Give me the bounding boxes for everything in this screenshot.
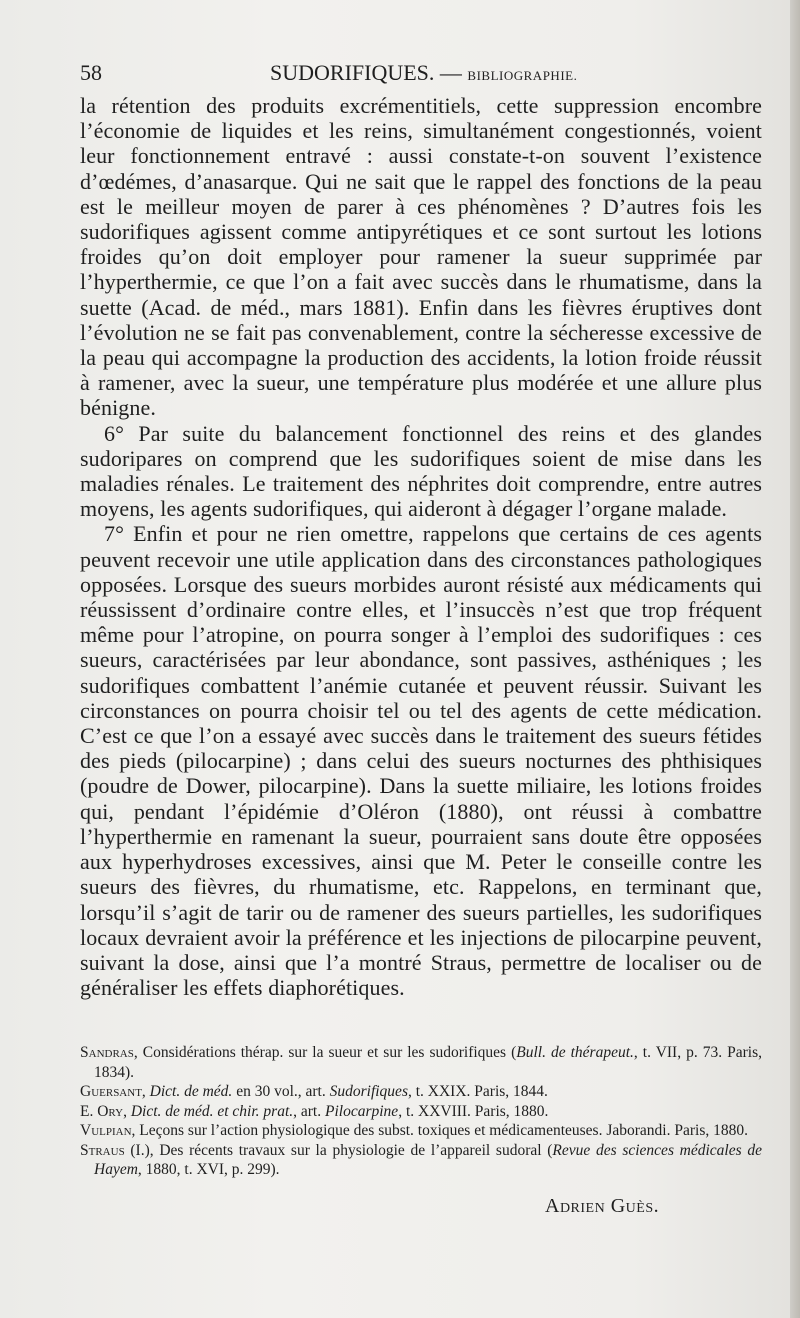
page-header	[80, 60, 762, 92]
running-head-dash: —	[439, 60, 462, 85]
paragraph-continuation: la rétention des produits excrémentitiels, cette suppression encombre l’économie de liquides et les reins, simultanément congestionnés, voient leur fonctionnement entravé : aussi constate-t-on souvent l’existence d’œdémes, d’anasarque. Qui ne sait que le rappel des fonctions de la peau est le meilleur moyen de parer à ces phénomènes ? D’autres fois les sudorifiques agissent comme antipyrétiques et ce sont surtout les lotions froides qu’on doit employer pour ramener la sueur supprimée par l’hyperthermie, ce que l’on a fait avec succès dans le rhumatisme, dans la suette (Acad. de méd., mars 1881). Enfin dans les fièvres éruptives dont l’évolution ne se fait pas convenablement, contre la sécheresse excessive de la peau qui accompagne la production des accidents, la lotion froide réussit à ramener, avec la sueur, une température plus modérée et une allure plus bénigne.	[80, 93, 762, 421]
body-text	[80, 93, 762, 1000]
bib-text: , t. XXVIII. Paris, 1880.	[398, 1102, 549, 1120]
bib-text: , art.	[293, 1102, 325, 1120]
bibliography-entry	[80, 1141, 762, 1180]
page-edge	[790, 0, 800, 1318]
bibliography	[80, 1043, 762, 1180]
bib-text: Considérations thérap. sur la sueur et sur les sudorifiques (	[137, 1044, 517, 1061]
bib-text: (I.), Des récents travaux sur la physiologie de l’appareil sudoral (	[124, 1141, 553, 1159]
bib-text: , t. VII, p. 73. Paris, 1834).	[94, 1044, 762, 1081]
bib-article: Sudorifiques	[329, 1083, 408, 1100]
running-head-section: BIBLIOGRAPHIE.	[467, 68, 578, 83]
bib-title: Bull. de thérapeut.	[516, 1044, 634, 1061]
bib-author: Straus	[80, 1141, 125, 1159]
bib-title: Dict. de méd. et chir. prat.	[130, 1102, 294, 1120]
page-number: 58	[80, 60, 102, 85]
running-head	[270, 60, 577, 86]
paragraph-point-7: 7° Enfin et pour ne rien omettre, rappelons que certains de ces agents peuvent recevoir une utile application dans des circonstances pathologiques opposées. Lorsque des sueurs morbides auront résisté aux médicaments qui réussissent d’ordinaire contre elles, et l’insuccès n’est que trop fréquent même pour l’atropine, on pourra songer à l’emploi des sudorifiques : ces sueurs, caractérisées par leur abondance, sont passives, asthéniques ; les sudorifiques combattent l’anémie cutanée et peuvent réussir. Suivant les circonstances on pourra choisir tel ou tel des agents de cette médication. C’est ce que l’on a essayé avec succès dans le traitement des sueurs fétides des pieds (pilocarpine) ; dans celui des sueurs nocturnes des phthisiques (poudre de Dower, pilocarpine). Dans la suette miliaire, les lotions froides qui, pendant l’épidémie d’Oléron (1880), ont réussi à combattre l’hyperthermie en ramenant la sueur, pourraient sans doute être opposées aux hyperhydroses excessives, ainsi que M. Peter le conseille contre les sueurs des fièvres, du rhumatisme, etc. Rappelons, en terminant que, lorsqu’il s’agit de tarir ou de ramener des sueurs partielles, les sudorifiques locaux devraient avoir la préférence et les injections de pilocarpine peuvent, suivant la dose, ainsi que l’a montré Straus, permettre de localiser ou de généraliser les effets diaphorétiques.	[80, 521, 762, 1001]
bib-title: Revue des sciences médicales de Hayem	[94, 1141, 762, 1178]
paragraph-point-6: 6° Par suite du balancement fonctionnel des reins et des glandes sudoripares on comprend que les sudorifiques soient de mise dans les maladies rénales. Le traitement des néphrites doit comprendre, entre autres moyens, les agents sudorifiques, qui aideront à dégager l’organe malade.	[80, 420, 762, 522]
author-signature: Adrien Guès.	[545, 1195, 660, 1217]
bib-text: , t. XXIX. Paris, 1844.	[407, 1083, 548, 1100]
bib-author: Sandras,	[80, 1044, 138, 1061]
bib-author: Guersant,	[80, 1083, 146, 1100]
bibliography-entry	[80, 1082, 762, 1102]
bib-title: Dict. de méd.	[149, 1083, 233, 1100]
bib-text: , 1880, t. XVI, p. 299).	[137, 1161, 280, 1178]
bib-author: E. Ory,	[80, 1102, 127, 1120]
bibliography-entry	[80, 1121, 762, 1141]
bib-text: Leçons sur l’action physiologique des subst. toxiques et médicamenteuses. Jaborandi. Paris, 1880.	[135, 1122, 748, 1139]
bibliography-entry	[80, 1043, 762, 1082]
bib-text: en 30 vol., art.	[232, 1083, 330, 1100]
running-head-title: SUDORIFIQUES.	[270, 60, 435, 85]
bib-author: Vulpian,	[80, 1122, 136, 1139]
bibliography-entry	[80, 1102, 762, 1122]
bib-article: Pilocarpine	[325, 1102, 399, 1120]
